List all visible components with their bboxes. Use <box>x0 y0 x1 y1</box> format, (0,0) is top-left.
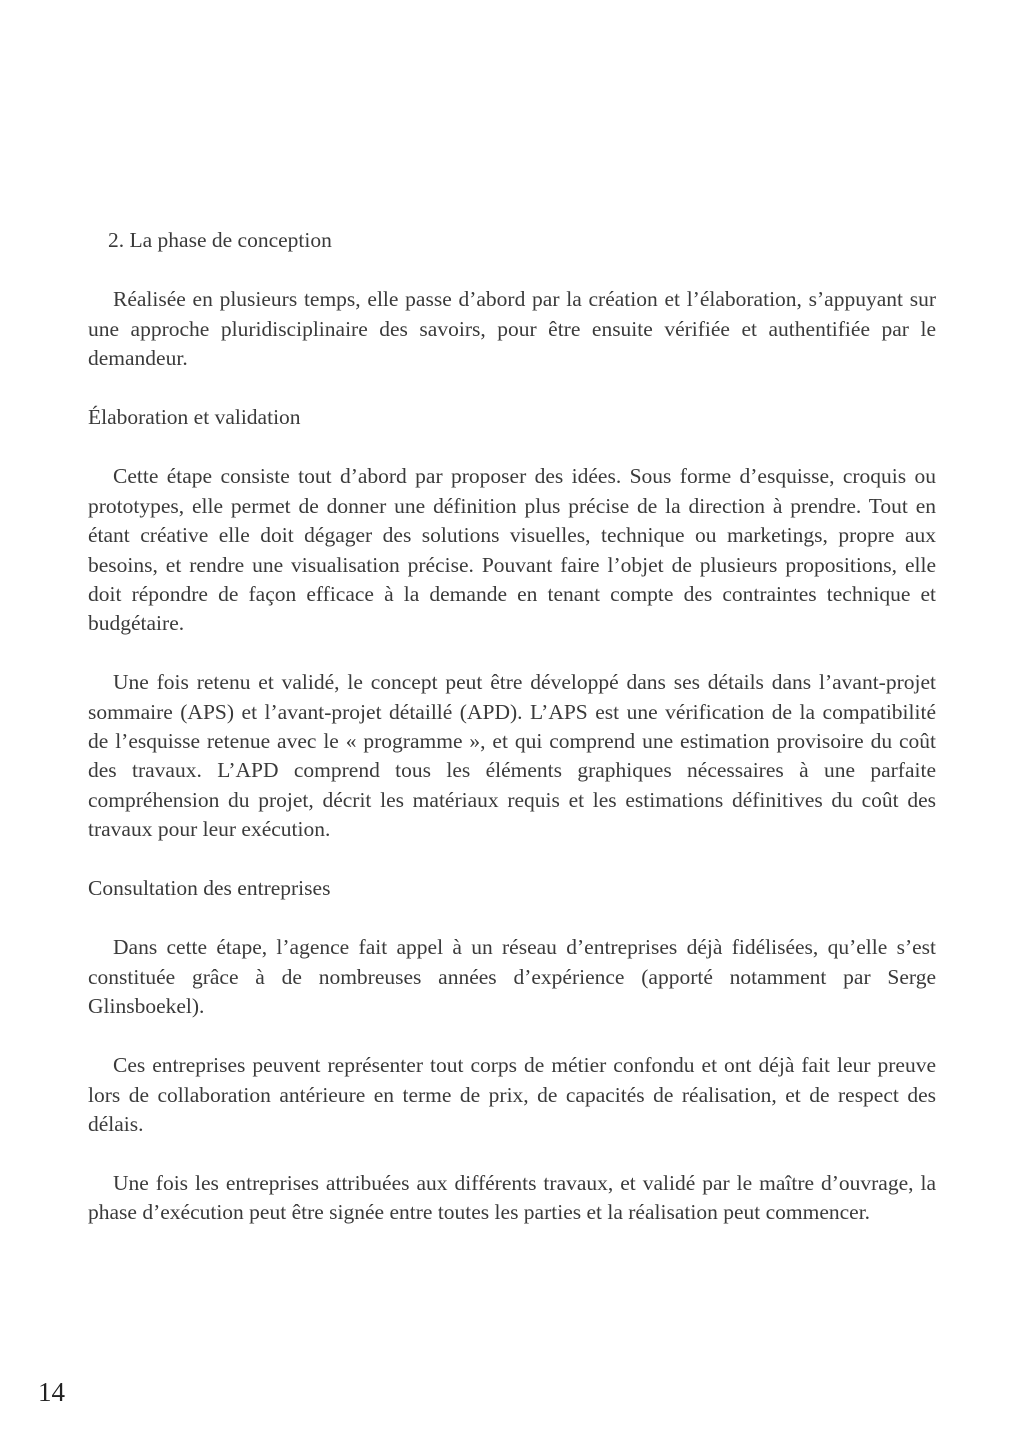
elaboration-paragraph-2: Une fois retenu et validé, le concept peut être développé dans ses détails dans l’avant-projet sommaire (APS) et l’avant-projet détaillé (APD). L’APS est une vérification de la compatibilité de l’esquisse retenue avec le « programme », et qui comprend une estimation provisoire du coût des travaux. L’APD comprend tous les éléments graphiques nécessaires à une parfaite compréhension du projet, décrit les matériaux requis et les estimations définitives du coût des travaux pour leur exécution. <box>88 670 936 842</box>
page-number: 14 <box>38 1377 65 1407</box>
consultation-paragraph-3: Une fois les entreprises attribuées aux différents travaux, et validé par le maître d’ouvrage, la phase d’exécution peut être signée entre toutes les parties et la réalisation peut commencer. <box>88 1170 936 1225</box>
consultation-paragraph-2: Ces entreprises peuvent représenter tout corps de métier confondu et ont déjà fait leur preuve lors de collaboration antérieure en terme de prix, de capacités de réalisation, et de respect des délais. <box>88 1053 936 1136</box>
page-body <box>88 226 936 1257</box>
elaboration-paragraph-1: Cette étape consiste tout d’abord par proposer des idées. Sous forme d’esquisse, croquis ou prototypes, elle permet de donner une définition plus précise de la direction à prendre. Tout en étant créative elle doit dégager des solutions visuelles, technique ou marketings, propre aux besoins, et rendre une visualisation précise. Pouvant faire l’objet de plusieurs propositions, elle doit répondre de façon efficace à la demande en tenant compte des contraintes technique et budgétaire. <box>88 464 936 636</box>
heading-consultation: Consultation des entreprises <box>88 876 331 901</box>
section-title: 2. La phase de conception <box>108 228 332 252</box>
heading-elaboration: Élaboration et validation <box>88 405 301 430</box>
intro-paragraph: Réalisée en plusieurs temps, elle passe d’abord par la création et l’élaboration, s’appuyant sur une approche pluridisciplinaire des savoirs, pour être ensuite vérifiée et authentifiée par le demandeur. <box>88 287 936 371</box>
consultation-paragraph-1: Dans cette étape, l’agence fait appel à un réseau d’entreprises déjà fidélisées, qu’elle s’est constituée grâce à de nombreuses années d’expérience (apporté notamment par Serge Glinsboekel). <box>88 935 936 1019</box>
